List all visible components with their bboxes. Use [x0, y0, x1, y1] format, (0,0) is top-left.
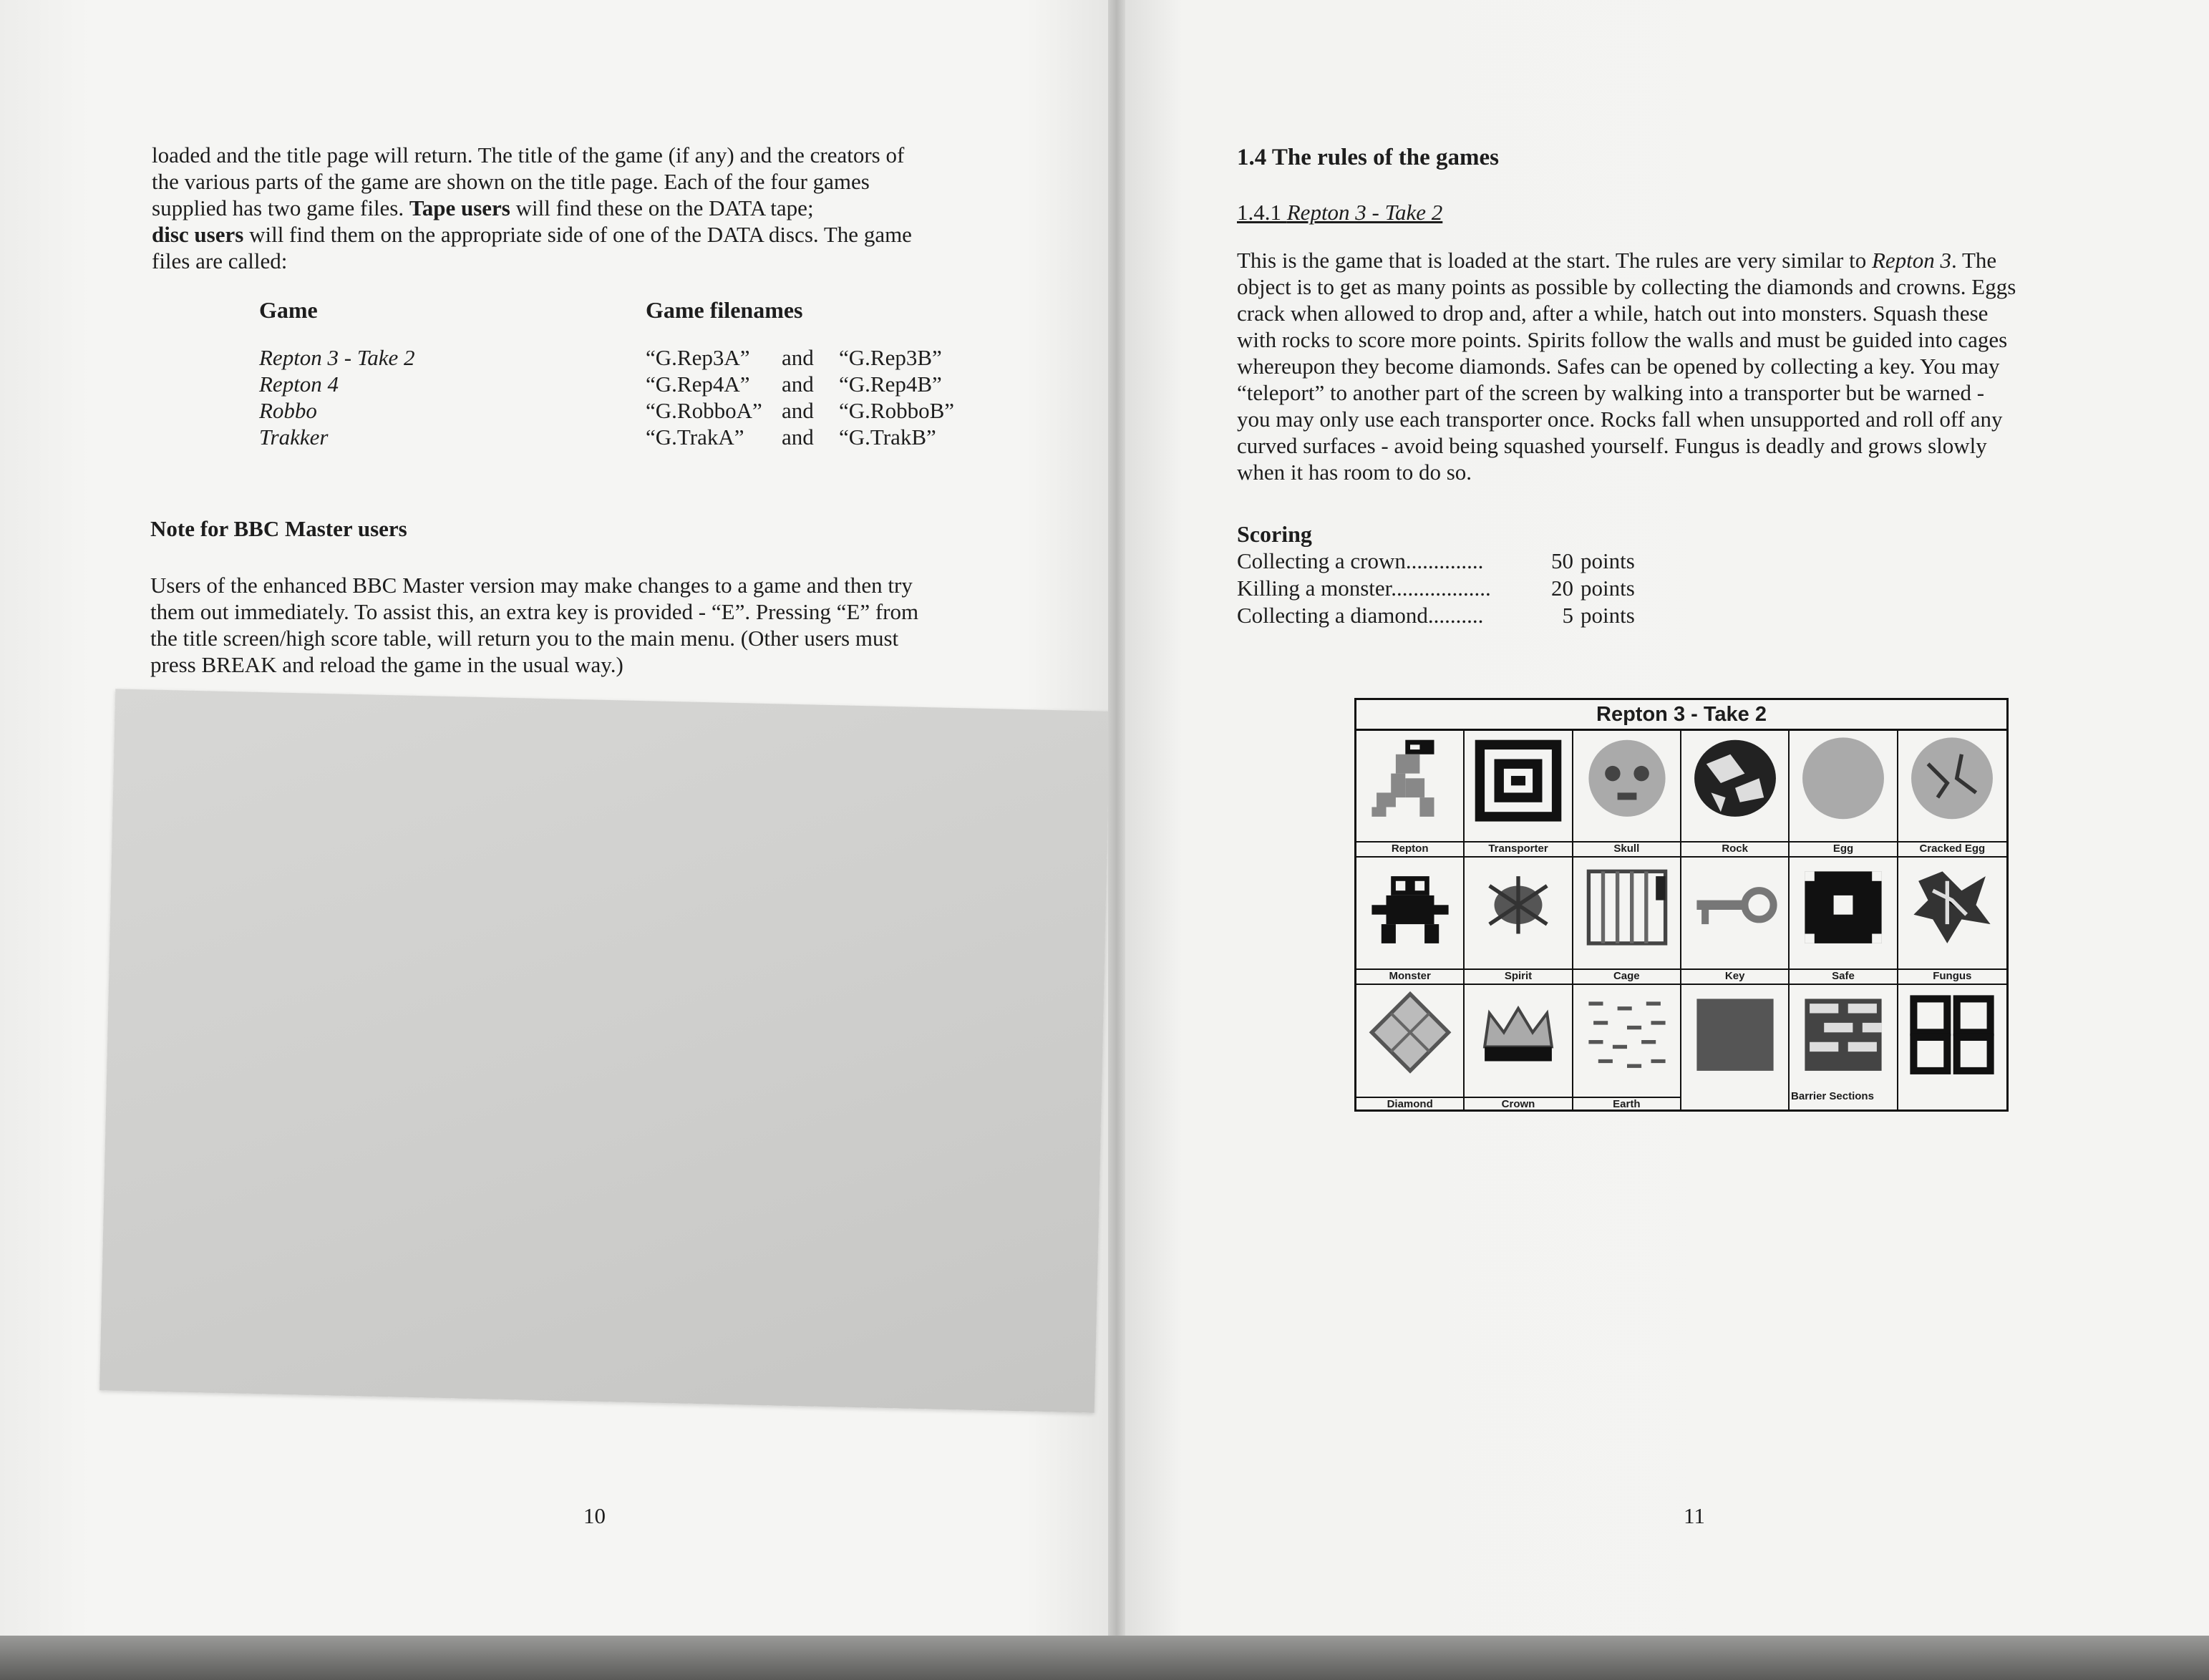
table-row: [259, 372, 1018, 398]
safe-icon: [1795, 862, 1891, 958]
score-unit: points: [1581, 576, 1635, 601]
score-value: 50: [1551, 548, 1573, 573]
subsection-heading: [1237, 199, 1442, 225]
tile-label: Diamond: [1356, 1097, 1463, 1111]
note-paragraph: [150, 572, 1052, 678]
barrier-solid-icon: [1687, 989, 1783, 1085]
rules-line: when it has room to do so.: [1237, 460, 1472, 485]
cracked-egg-icon: [1904, 735, 2000, 831]
page-number-left: 10: [583, 1503, 606, 1528]
note-line: Users of the enhanced BBC Master version may make changes to a game and then try: [150, 573, 913, 598]
file-b: “G.TrakB”: [839, 424, 936, 450]
game-name: Trakker: [259, 424, 329, 450]
tile-label: Spirit: [1465, 968, 1571, 983]
tile-label: Monster: [1356, 968, 1463, 983]
score-value: 5: [1562, 603, 1573, 628]
intro-line: the various parts of the game are shown on the title page. Each of the four games: [152, 169, 870, 194]
file-a: “G.Rep4A”: [646, 372, 750, 397]
score-unit: points: [1581, 548, 1635, 573]
transporter-icon: [1470, 735, 1566, 831]
score-value: 20: [1551, 576, 1573, 601]
intro-paragraph: [152, 142, 1054, 274]
tile-spirit: [1465, 858, 1573, 984]
section-heading: 1.4 The rules of the games: [1237, 145, 1500, 170]
tile-label: Egg: [1790, 841, 1896, 855]
note-line: them out immediately. To assist this, an extra key is provided - “E”. Pressing “E” from: [150, 599, 919, 624]
tile-label: Earth: [1573, 1097, 1680, 1111]
diamond-icon: [1362, 989, 1458, 1085]
figure-title: Repton 3 - Take 2: [1356, 700, 2006, 731]
tile-cracked-egg: [1898, 731, 2006, 858]
score-label: Collecting a crown..............: [1237, 548, 1484, 573]
and-word: and: [782, 372, 814, 397]
tile-skull: [1573, 731, 1681, 858]
earth-icon: [1579, 989, 1675, 1085]
tile-label: Cracked Egg: [1898, 841, 2006, 855]
note-line: the title screen/high score table, will return you to the main menu. (Other users must: [150, 626, 899, 651]
tile-label: Fungus: [1898, 968, 2006, 983]
table-row: [1237, 548, 1635, 575]
intro-line: supplied has two game files.: [152, 195, 409, 220]
book-spine: [1108, 0, 1125, 1680]
and-word: and: [782, 345, 814, 370]
rules-game-ref: Repton 3: [1871, 248, 1952, 273]
table-row: [1237, 575, 1635, 602]
rules-line: crack when allowed to drop and, after a while, hatch out into monsters. Squash these: [1237, 301, 1989, 326]
rules-line: with rocks to score more points. Spirits follow the walls and must be guided into cages: [1237, 327, 2008, 352]
table-row: [1237, 602, 1635, 629]
tile-egg: [1790, 731, 1898, 858]
tile-earth: [1573, 985, 1681, 1112]
scoring-table: [1237, 548, 1635, 629]
table-row: [259, 345, 1018, 372]
note-heading: Note for BBC Master users: [150, 516, 407, 541]
tiles-grid: [1356, 731, 2006, 1112]
key-icon: [1687, 862, 1783, 958]
and-word: and: [782, 398, 814, 423]
fungus-icon: [1904, 862, 2000, 958]
tile-key: [1681, 858, 1790, 984]
header-filenames: Game filenames: [646, 297, 803, 323]
game-name: Repton 4: [259, 372, 339, 397]
table-row: [259, 424, 1018, 451]
barrier-sections-label: Barrier Sections: [1791, 1090, 1874, 1102]
tile-safe: [1790, 858, 1898, 984]
tile-label: Crown: [1465, 1097, 1571, 1111]
score-label: Killing a monster..................: [1237, 576, 1491, 601]
monster-icon: [1362, 862, 1458, 958]
skull-icon: [1579, 735, 1675, 831]
tile-repton: [1356, 731, 1465, 858]
barrier-brick-icon: [1795, 989, 1891, 1085]
rules-line: This is the game that is loaded at the start. The rules are very similar to: [1237, 248, 1872, 273]
tile-label: Key: [1681, 968, 1788, 983]
tile-monster: [1356, 858, 1465, 984]
egg-icon: [1795, 735, 1891, 831]
tile-label: Repton: [1356, 841, 1463, 855]
file-a: “G.Rep3A”: [646, 345, 750, 370]
game-files-table: [259, 297, 1018, 451]
rules-paragraph: [1237, 247, 2139, 485]
disc-users-term: disc users: [152, 222, 244, 247]
repton-icon: [1362, 735, 1458, 831]
rock-icon: [1687, 735, 1783, 831]
spirit-icon: [1470, 862, 1566, 958]
intro-line: loaded and the title page will return. The title of the game (if any) and the creators of: [152, 142, 905, 167]
cage-icon: [1579, 862, 1675, 958]
intro-line: will find these on the DATA tape;: [515, 195, 814, 220]
game-name: Repton 3 - Take 2: [259, 345, 415, 370]
note-line: press BREAK and reload the game in the usual way.): [150, 652, 623, 677]
score-label: Collecting a diamond..........: [1237, 603, 1484, 628]
file-b: “G.Rep4B”: [839, 372, 942, 397]
header-game: Game: [259, 297, 318, 323]
file-b: “G.Rep3B”: [839, 345, 942, 370]
tile-label: Rock: [1681, 841, 1788, 855]
rules-line: object is to get as many points as possible by collecting the diamonds and crowns. Eggs: [1237, 274, 2016, 299]
page-number-right: 11: [1684, 1503, 1705, 1528]
tile-label: Skull: [1573, 841, 1680, 855]
tile-barrier-frame: [1898, 985, 2006, 1112]
rules-line: . The: [1951, 248, 1997, 273]
tile-transporter: [1465, 731, 1573, 858]
file-b: “G.RobboB”: [839, 398, 955, 423]
tile-fungus: [1898, 858, 2006, 984]
table-row: [259, 398, 1018, 424]
game-name: Robbo: [259, 398, 317, 423]
grey-paper-insert: [99, 689, 1110, 1412]
barrier-frame-icon: [1904, 989, 2000, 1085]
tile-rock: [1681, 731, 1790, 858]
rules-line: curved surfaces - avoid being squashed yourself. Fungus is deadly and grows slowly: [1237, 433, 1987, 458]
tile-label: Cage: [1573, 968, 1680, 983]
rules-line: whereupon they become diamonds. Safes can be opened by collecting a key. You may: [1237, 354, 2000, 379]
file-a: “G.RobboA”: [646, 398, 762, 423]
tile-cage: [1573, 858, 1681, 984]
rules-line: “teleport” to another part of the screen by walking into a transporter but be warned -: [1237, 380, 1985, 405]
intro-line: will find them on the appropriate side of one of the DATA discs. The game: [249, 222, 912, 247]
subsection-title: Repton 3 - Take 2: [1286, 200, 1443, 225]
tile-label: Safe: [1790, 968, 1896, 983]
rules-line: you may only use each transporter once. Rocks fall when unsupported and roll off any: [1237, 407, 2003, 432]
score-unit: points: [1581, 603, 1635, 628]
tile-diamond: [1356, 985, 1465, 1112]
file-a: “G.TrakA”: [646, 424, 744, 450]
tile-label: Transporter: [1465, 841, 1571, 855]
crown-icon: [1470, 989, 1566, 1085]
tape-users-term: Tape users: [409, 195, 510, 220]
and-word: and: [782, 424, 814, 450]
tile-crown: [1465, 985, 1573, 1112]
subsection-number: 1.4.1: [1237, 200, 1287, 225]
table-surface: [0, 1636, 2209, 1680]
intro-line: files are called:: [152, 248, 288, 273]
tiles-figure: [1354, 698, 2009, 1112]
scoring-heading: Scoring: [1237, 521, 1312, 547]
